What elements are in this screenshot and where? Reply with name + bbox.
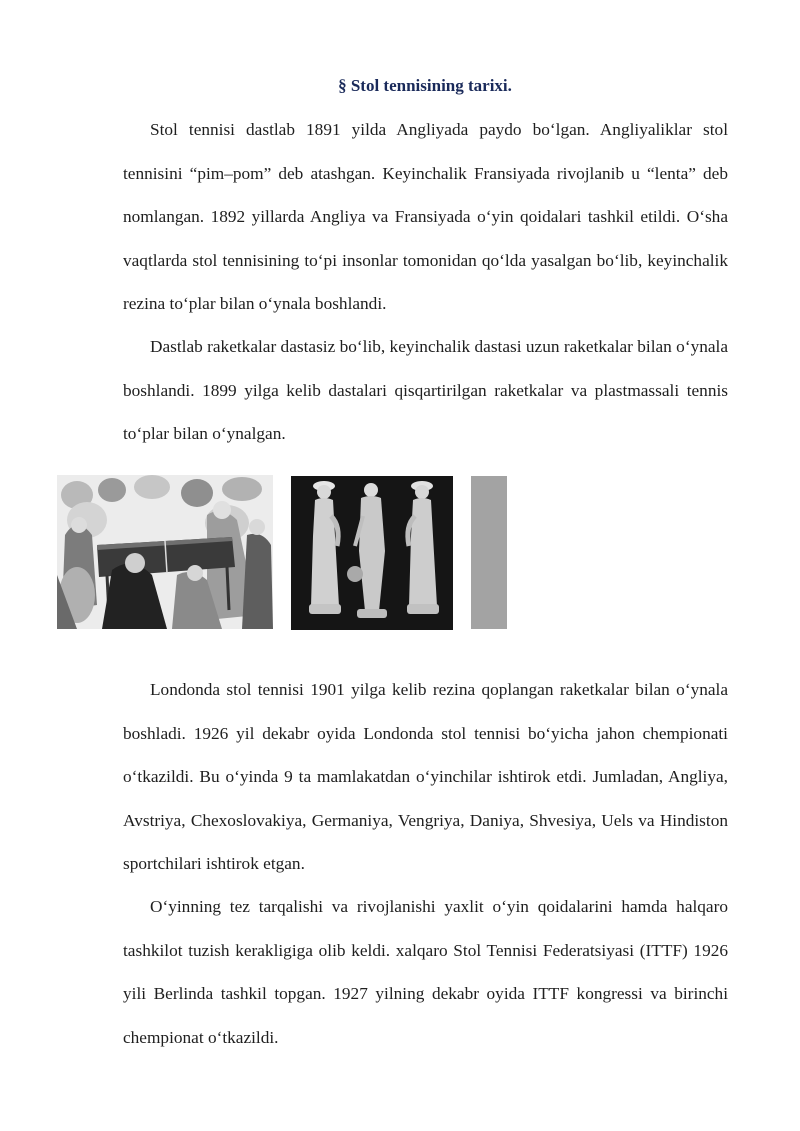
section-title: § Stol tennisining tarixi. — [338, 76, 512, 95]
paragraph-rackets: Dastlab raketkalar dastasiz bo‘lib, keyinchalik dastasi uzun raketkalar bilan o‘ynala boshlandi. 1899 yilga kelib dastalari qisqartirilgan raketkalar va plastmassali tennis to‘plar bilan o‘ynalgan. — [123, 337, 728, 443]
gray-photo-strip — [471, 476, 507, 629]
paragraph-ittf: O‘yinning tez tarqalishi va rivojlanishi yaxlit o‘yin qoidalarini hamda halqaro tashkilot tuzish kerakligiga olib keldi. xalqaro Stol Tennisi Federatsiyasi (ITTF) 1926 yili Berlinda tashkil topgan. 1927 yilning dekabr oyida ITTF kongressi va birinchi chempionat o‘tkazildi. — [123, 897, 728, 1047]
statuettes-illustration — [291, 476, 453, 630]
historical-match-photo — [57, 475, 273, 629]
paragraph-origins: Stol tennisi dastlab 1891 yilda Angliyada paydo bo‘lgan. Angliyaliklar stol tennisini “pim–pom” deb atashgan. Keyinchalik Fransiyada rivojlanib u “lenta” deb nomlangan. 1892 yillarda Angliya va Fransiyada o‘yin qoidalari tashkil etildi. O‘sha vaqtlarda stol tennisining to‘pi insonlar tomonidan qo‘lda yasalgan bo‘lib, keyinchalik rezina to‘plar bilan o‘ynala boshlandi. — [123, 120, 728, 313]
statuettes-photo — [291, 476, 453, 630]
crowd-scene-illustration — [57, 475, 273, 629]
paragraph-london-championship: Londonda stol tennisi 1901 yilga kelib rezina qoplangan raketkalar bilan o‘ynala boshladi. 1926 yil dekabr oyida Londonda stol tennisi bo‘yicha jahon chempionati o‘tkazildi. Bu o‘yinda 9 ta mamlakatdan o‘yinchilar ishtirok etdi. Jumladan, Angliya, Avstriya, Chexoslovakiya, Germaniya, Vengriya, Daniya, Shvesiya, Uels va Hindiston sportchilari ishtirok etgan. — [123, 680, 728, 873]
